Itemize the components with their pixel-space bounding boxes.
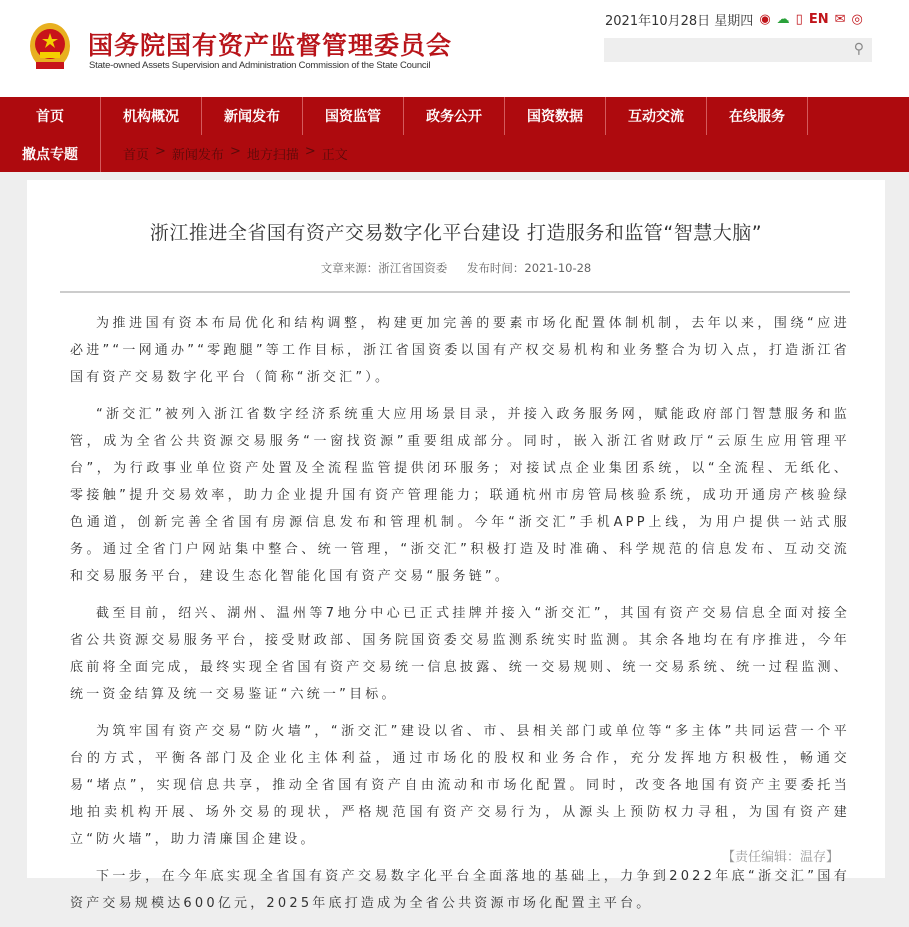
nav-item-government-affairs[interactable]: 政务公开 bbox=[404, 97, 505, 135]
breadcrumb-separator: > bbox=[155, 144, 166, 159]
breadcrumb-current: 正文 bbox=[321, 148, 348, 163]
search-input[interactable] bbox=[604, 38, 834, 62]
divider bbox=[60, 291, 850, 293]
article-meta bbox=[27, 260, 885, 276]
paragraph: 为筑牢国有资产交易“防火墙”，“浙交汇”建设以省、市、县相关部门或单位等“多主体”共同运营一个平台的方式，平衡各部门及企业化主体利益，通过市场化的股权和业务合作，充分发挥地方积极性，畅通交易“堵点”，实现信息共享，推动全省国有资产自由流动和市场化配置。同时，改变各地国有资产主要委托当地拍卖机构开展、场外交易的现状，严格规范国有资产交易行为，从源头上预防权力寻租，为国有资产建立“防火墙”，助力清廉国企建设。 bbox=[70, 724, 850, 847]
nav-item-about[interactable]: 机构概况 bbox=[101, 97, 202, 135]
nav-item-online-service[interactable]: 在线服务 bbox=[707, 97, 808, 135]
paragraph: 为推进国有资本布局优化和结构调整，构建更加完善的要素市场化配置体制机制，去年以来，围绕“应进必进”“一网通办”“零跑腿”等工作目标，浙江省国资委以国有产权交易机构和业务整合为切入点，打造浙江省国有资产交易数字化平台（简称“浙交汇”）。 bbox=[70, 316, 850, 385]
paragraph: 截至目前，绍兴、湖州、温州等7地分中心已正式挂牌并接入“浙交汇”，其国有资产交易信息全面对接全省公共资源交易服务平台，接受财政部、国务院国资委交易监测系统实时监测。其余各地均在有序推进，今年底前将全面完成，最终实现全省国有资产交易统一信息披露、统一交易规则、统一交易系统、统一过程监测、统一资金结算及统一交易鉴证“六统一”目标。 bbox=[70, 606, 850, 702]
breadcrumb-news[interactable]: 新闻发布 bbox=[171, 148, 224, 163]
nav-item-special-topics[interactable]: 撤点专题 bbox=[0, 135, 101, 172]
search-icon[interactable]: ⚲ bbox=[853, 41, 864, 57]
site-title[interactable]: 国务院国有资产监督管理委员会 bbox=[88, 31, 453, 60]
paragraph: 下一步，在今年底实现全省国有资产交易数字化平台全面落地的基础上，力争到2022年底“浙交汇”国有资产交易规模达600亿元，2025年底打造成为全省公共资源市场化配置主平台。 bbox=[70, 869, 850, 911]
breadcrumb-home[interactable]: 首页 bbox=[123, 148, 150, 163]
weibo-icon[interactable]: ◉ bbox=[759, 12, 771, 27]
article-container bbox=[27, 180, 885, 911]
english-link[interactable]: EN bbox=[808, 12, 829, 27]
nav-item-data[interactable]: 国资数据 bbox=[505, 97, 606, 135]
site-header bbox=[0, 0, 909, 97]
breadcrumb-separator: > bbox=[304, 144, 316, 159]
article-source: 文章来源：浙江省国资委 bbox=[320, 261, 448, 275]
mobile-icon[interactable]: ▯ bbox=[795, 12, 803, 27]
wechat-icon[interactable]: ☁ bbox=[776, 12, 790, 27]
search-box bbox=[604, 38, 872, 62]
article-date: 发布时间：2021-10-28 bbox=[466, 261, 592, 275]
main-nav bbox=[0, 97, 909, 172]
top-bar bbox=[605, 10, 863, 29]
article-title: 浙江推进全省国有资产交易数字化平台建设 打造服务和监管“智慧大脑” bbox=[149, 222, 763, 244]
location-icon[interactable]: ◎ bbox=[851, 12, 863, 27]
nav-item-home[interactable]: 首页 bbox=[0, 97, 101, 135]
paragraph: “浙交汇”被列入浙江省数字经济系统重大应用场景目录，并接入政务服务网，赋能政府部门智慧服务和监管，成为全省公共资源交易服务“一窗找资源”重要组成部分。同时，嵌入浙江省财政厅“云原生应用管理平台”，为行政事业单位资产处置及全流程监管提供闭环服务；对接试点企业集团系统，以“全流程、无纸化、零接触”提升交易效率，助力企业提升国有资产管理能力；联通杭州市房管局核验系统，成功开通房产核验绿色通道，创新完善全省国有房源信息发布和管理机制。今年“浙交汇”手机APP上线，为用户提供一站式服务。通过全省门户网站集中整合、统一管理，“浙交汇”积极打造及时准确、科学规范的信息发布、互动交流和交易服务平台，建设生态化智能化国有资产交易“服务链”。 bbox=[70, 407, 850, 584]
nav-item-news[interactable]: 新闻发布 bbox=[202, 97, 303, 135]
breadcrumb bbox=[123, 144, 348, 163]
date-text: 2021年10月28日 星期四 bbox=[605, 14, 754, 29]
responsible-editor: 【责任编辑：温存】 bbox=[721, 850, 839, 865]
breadcrumb-separator: > bbox=[229, 144, 241, 159]
article-body bbox=[70, 310, 850, 927]
nav-item-supervision[interactable]: 国资监管 bbox=[303, 97, 404, 135]
site-title-en: State-owned Assets Supervision and Administration Commission of the State Council bbox=[89, 60, 431, 71]
breadcrumb-local[interactable]: 地方扫描 bbox=[246, 148, 299, 163]
mail-icon[interactable]: ✉ bbox=[834, 12, 846, 27]
nav-item-interaction[interactable]: 互动交流 bbox=[606, 97, 707, 135]
national-emblem-icon bbox=[28, 22, 72, 72]
